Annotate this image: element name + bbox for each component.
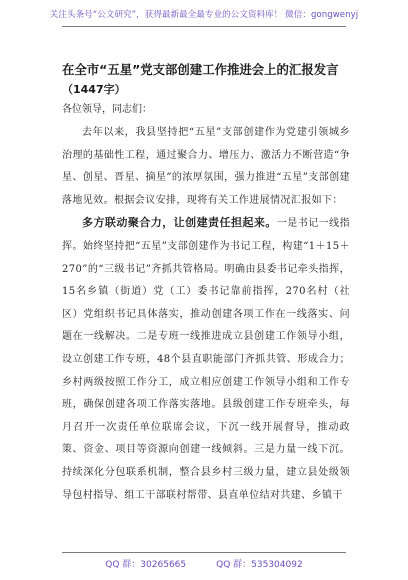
header-promo-note: 关注头条号“公文研究”，获得最新最全最专业的公文资料库！ 微信：gongwenyj: [49, 10, 359, 20]
section1-body: 一是书记一线指挥。始终坚持把“五星”支部创建作为书记工程，构建“1＋15＋270”的“三级书记”齐抓共管格局。明确由县委书记牵头指挥，15名乡镇（街道）党（工）委书记靠前指挥，270名村（社区）党组织书记具体落实，推动创建各项工作在一线落实、问题在一线解决。二是专班一线推进成立县创建工作领导小组，设立创建工作专班，48个县直职能部门齐抓共管、形成合力；乡村两级按照工作分工，成立相应创建工作领导小组和工作专班，确保创建各项工作落实落地。县级创建工作专班牵头，每月召开一次责任单位联席会议，下沉一线开展督导，推动政策、资金、项目等资源向创建一线倾斜。三是力量一线下沉。持续深化分包联系机制，整合县乡村三级力量，建立县处级领导包村指导、组工干部联村帮带、县直单位结对共建、乡镇干: [62, 218, 350, 501]
document-title: 在全市“五星”党支部创建工作推进会上的汇报发言: [62, 62, 339, 77]
footer-qq-group-2: QQ 群：535304092: [216, 560, 303, 570]
section1-paragraph: [62, 212, 350, 507]
footer-qq-group-1: QQ 群：30265665: [105, 560, 187, 570]
intro-paragraph: 去年以来，我县坚持把“五星”支部创建作为党建引领城乡治理的基础性工程，通过聚合力、增压力、激活力不断营造“争星、创星、晋星、摘星”的浓厚氛围，强力推进“五星”支部创建落地见效。根据会议安排，现将有关工作进展情况汇报如下：: [62, 127, 350, 206]
header-divider: [62, 26, 346, 27]
document-body: [62, 62, 350, 507]
footer-divider: [62, 552, 346, 553]
footer-contact: [0, 557, 408, 570]
word-count: （1447字）: [62, 83, 126, 96]
section1-heading: 多方联动聚合力，让创建责任担起来。: [82, 216, 277, 230]
salutation: 各位领导，同志们：: [62, 104, 152, 115]
